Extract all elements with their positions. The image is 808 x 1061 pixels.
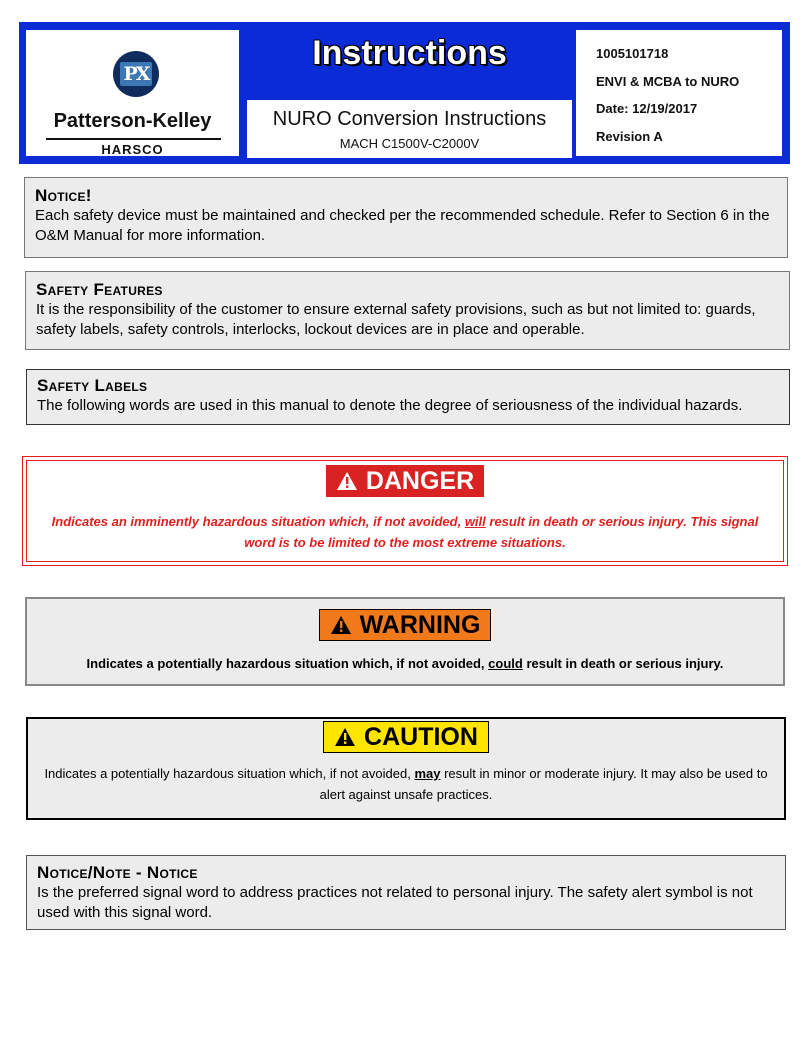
notice-note-title: Notice/Note - Notice	[37, 863, 198, 882]
safety-labels-title: Safety Labels	[37, 376, 148, 395]
warning-triangle-icon	[330, 615, 352, 635]
logo-parent-company: HARSCO	[101, 142, 164, 157]
danger-label: DANGER	[365, 466, 475, 495]
caution-text: Indicates a potentially hazardous situation which, if not avoided, may result in minor or moderate injury. It may also be used to alert against unsafe practices.	[44, 766, 768, 802]
caution-label: CAUTION	[364, 722, 478, 751]
caution-badge	[323, 721, 489, 753]
safety-features-text: It is the responsibility of the customer to ensure external safety provisions, such as but not limited to: guards, safety labels, safety controls, interlocks, lockout devices are in place and operable.	[36, 301, 756, 338]
warning-triangle-icon	[334, 727, 356, 747]
notice-note-box	[26, 855, 786, 930]
caution-emphasis: may	[414, 766, 441, 781]
warning-text: Indicates a potentially hazardous situation which, if not avoided, could result in death or serious injury.	[86, 656, 724, 671]
warning-label: WARNING	[359, 610, 481, 639]
company-logo	[26, 30, 239, 156]
danger-badge	[326, 465, 484, 497]
px-logo-mark: PX	[113, 51, 159, 97]
warning-badge	[319, 609, 492, 641]
danger-text: Indicates an imminently hazardous situation which, if not avoided, will result in death or serious injury. This signal word is to be limited to the most extreme situations.	[51, 514, 759, 550]
title-panel	[247, 100, 572, 158]
notice-text: Each safety device must be maintained and checked per the recommended schedule. Refer to Section 6 in the O&M Manual for more information.	[35, 207, 770, 244]
caution-box	[26, 717, 786, 820]
document-header	[19, 22, 790, 164]
model-range: MACH C1500V-C2000V	[339, 136, 480, 151]
doc-date: Date: 12/19/2017	[596, 101, 698, 116]
danger-emphasis: will	[464, 514, 486, 529]
document-subtitle: NURO Conversion Instructions	[272, 108, 547, 130]
notice-note-text: Is the preferred signal word to address practices not related to personal injury. The safety alert symbol is not used with this signal word.	[37, 884, 753, 921]
notice-title: Notice!	[35, 186, 92, 205]
doc-number: 1005101718	[596, 46, 669, 61]
logo-company-name: Patterson-Kelley	[53, 110, 212, 132]
safety-features-title: Safety Features	[36, 280, 163, 299]
document-info	[576, 30, 782, 156]
danger-box	[22, 456, 788, 566]
safety-labels-box	[26, 369, 790, 425]
warning-box	[25, 597, 785, 686]
safety-labels-text: The following words are used in this manual to denote the degree of seriousness of the individual hazards.	[37, 397, 743, 414]
safety-features-box	[25, 271, 790, 350]
warning-triangle-icon	[336, 471, 358, 491]
conversion-type: ENVI & MCBA to NURO	[596, 73, 740, 89]
notice-box	[24, 177, 788, 258]
warning-emphasis: could	[488, 656, 523, 671]
doc-revision: Revision A	[596, 128, 663, 144]
logo-divider	[46, 138, 221, 140]
document-title: Instructions	[312, 34, 507, 72]
